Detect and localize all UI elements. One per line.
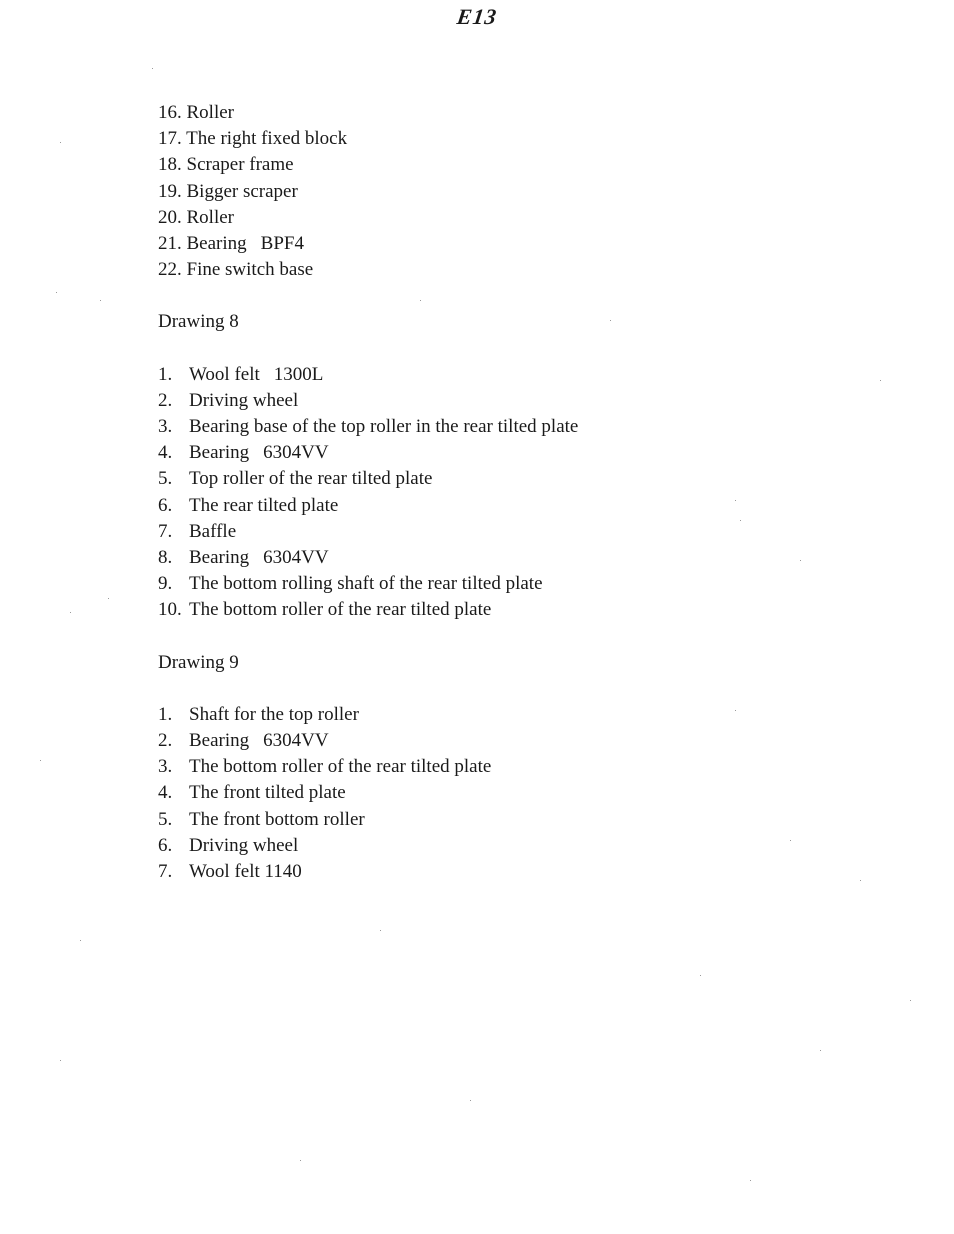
item-number: 4. [158,442,173,464]
item-label: Bearing [189,442,250,464]
item-number: 2. [158,730,173,752]
item-code: 1300L [273,363,324,385]
item-label: Bearing base of the top roller in the rear tilted plate [189,416,579,438]
list-item [158,179,578,205]
item-label: The bottom rolling shaft of the rear tilted plate [189,573,543,595]
list-item [158,414,578,440]
item-label: The bottom roller of the rear tilted plate [189,599,492,621]
list-item [158,702,578,728]
item-number: 9. [158,573,173,595]
item-code: 6304VV [263,730,329,752]
list-item [158,100,578,126]
item-number: 4. [158,782,173,804]
item-number: 3. [158,416,173,438]
list-item [158,362,578,388]
list-item [158,807,578,833]
item-number: 20. [158,206,182,228]
item-number: 3. [158,756,173,778]
list-item [158,833,578,859]
item-number: 5. [158,808,173,830]
item-label: The bottom roller of the rear tilted plate [189,756,492,778]
item-number: 1. [158,363,173,385]
list-item [158,126,578,152]
item-label: Driving wheel [189,389,299,411]
item-number: 8. [158,547,173,569]
item-number: 21. [158,233,182,255]
list-item [158,388,578,414]
list-item [158,231,578,257]
list-item [158,152,578,178]
item-label: Wool felt [189,363,260,385]
drawing-8-parts-list [158,362,578,624]
item-label: Roller [186,206,234,228]
item-label: Shaft for the top roller [189,703,359,725]
list-item [158,257,578,283]
page-code: E13 [455,4,499,29]
item-number: 22. [158,259,182,281]
continued-parts-list [158,100,578,283]
parts-list-document [158,100,578,885]
item-code: 6304VV [263,547,329,569]
item-number: 7. [158,861,173,883]
list-item [158,545,578,571]
item-number: 19. [158,180,182,202]
item-number: 6. [158,834,173,856]
item-number: 7. [158,520,173,542]
item-label: Bearing [186,233,247,255]
list-item [158,519,578,545]
item-label: Top roller of the rear tilted plate [189,468,433,490]
item-number: 2. [158,389,173,411]
item-label: Scraper frame [186,154,294,176]
list-item [158,754,578,780]
item-label: Bigger scraper [186,180,298,202]
item-code: BPF4 [260,233,304,255]
list-item [158,728,578,754]
list-item [158,205,578,231]
drawing-9-parts-list [158,702,578,885]
drawing-8-heading: Drawing 8 [158,311,239,333]
item-label: Driving wheel [189,834,299,856]
item-number: 5. [158,468,173,490]
item-label: Baffle [189,520,237,542]
item-label: The right fixed block [186,128,348,150]
item-number: 1. [158,703,173,725]
item-label: Bearing [189,547,250,569]
list-item [158,780,578,806]
item-number: 6. [158,494,173,516]
item-label: Wool felt 1140 [189,861,302,883]
list-item [158,466,578,492]
item-number: 16. [158,102,182,123]
item-label: Fine switch base [186,259,314,281]
list-item [158,859,578,885]
item-number: 10. [158,599,182,621]
item-label: Roller [186,102,234,123]
item-label: The rear tilted plate [189,494,339,516]
list-item [158,597,578,623]
list-item [158,440,578,466]
item-number: 17. [158,128,182,150]
drawing-9-heading: Drawing 9 [158,651,239,673]
item-number: 18. [158,154,182,176]
list-item [158,493,578,519]
list-item [158,571,578,597]
item-label: Bearing [189,730,250,752]
item-label: The front bottom roller [189,808,365,830]
item-label: The front tilted plate [189,782,346,804]
item-code: 6304VV [263,442,329,464]
